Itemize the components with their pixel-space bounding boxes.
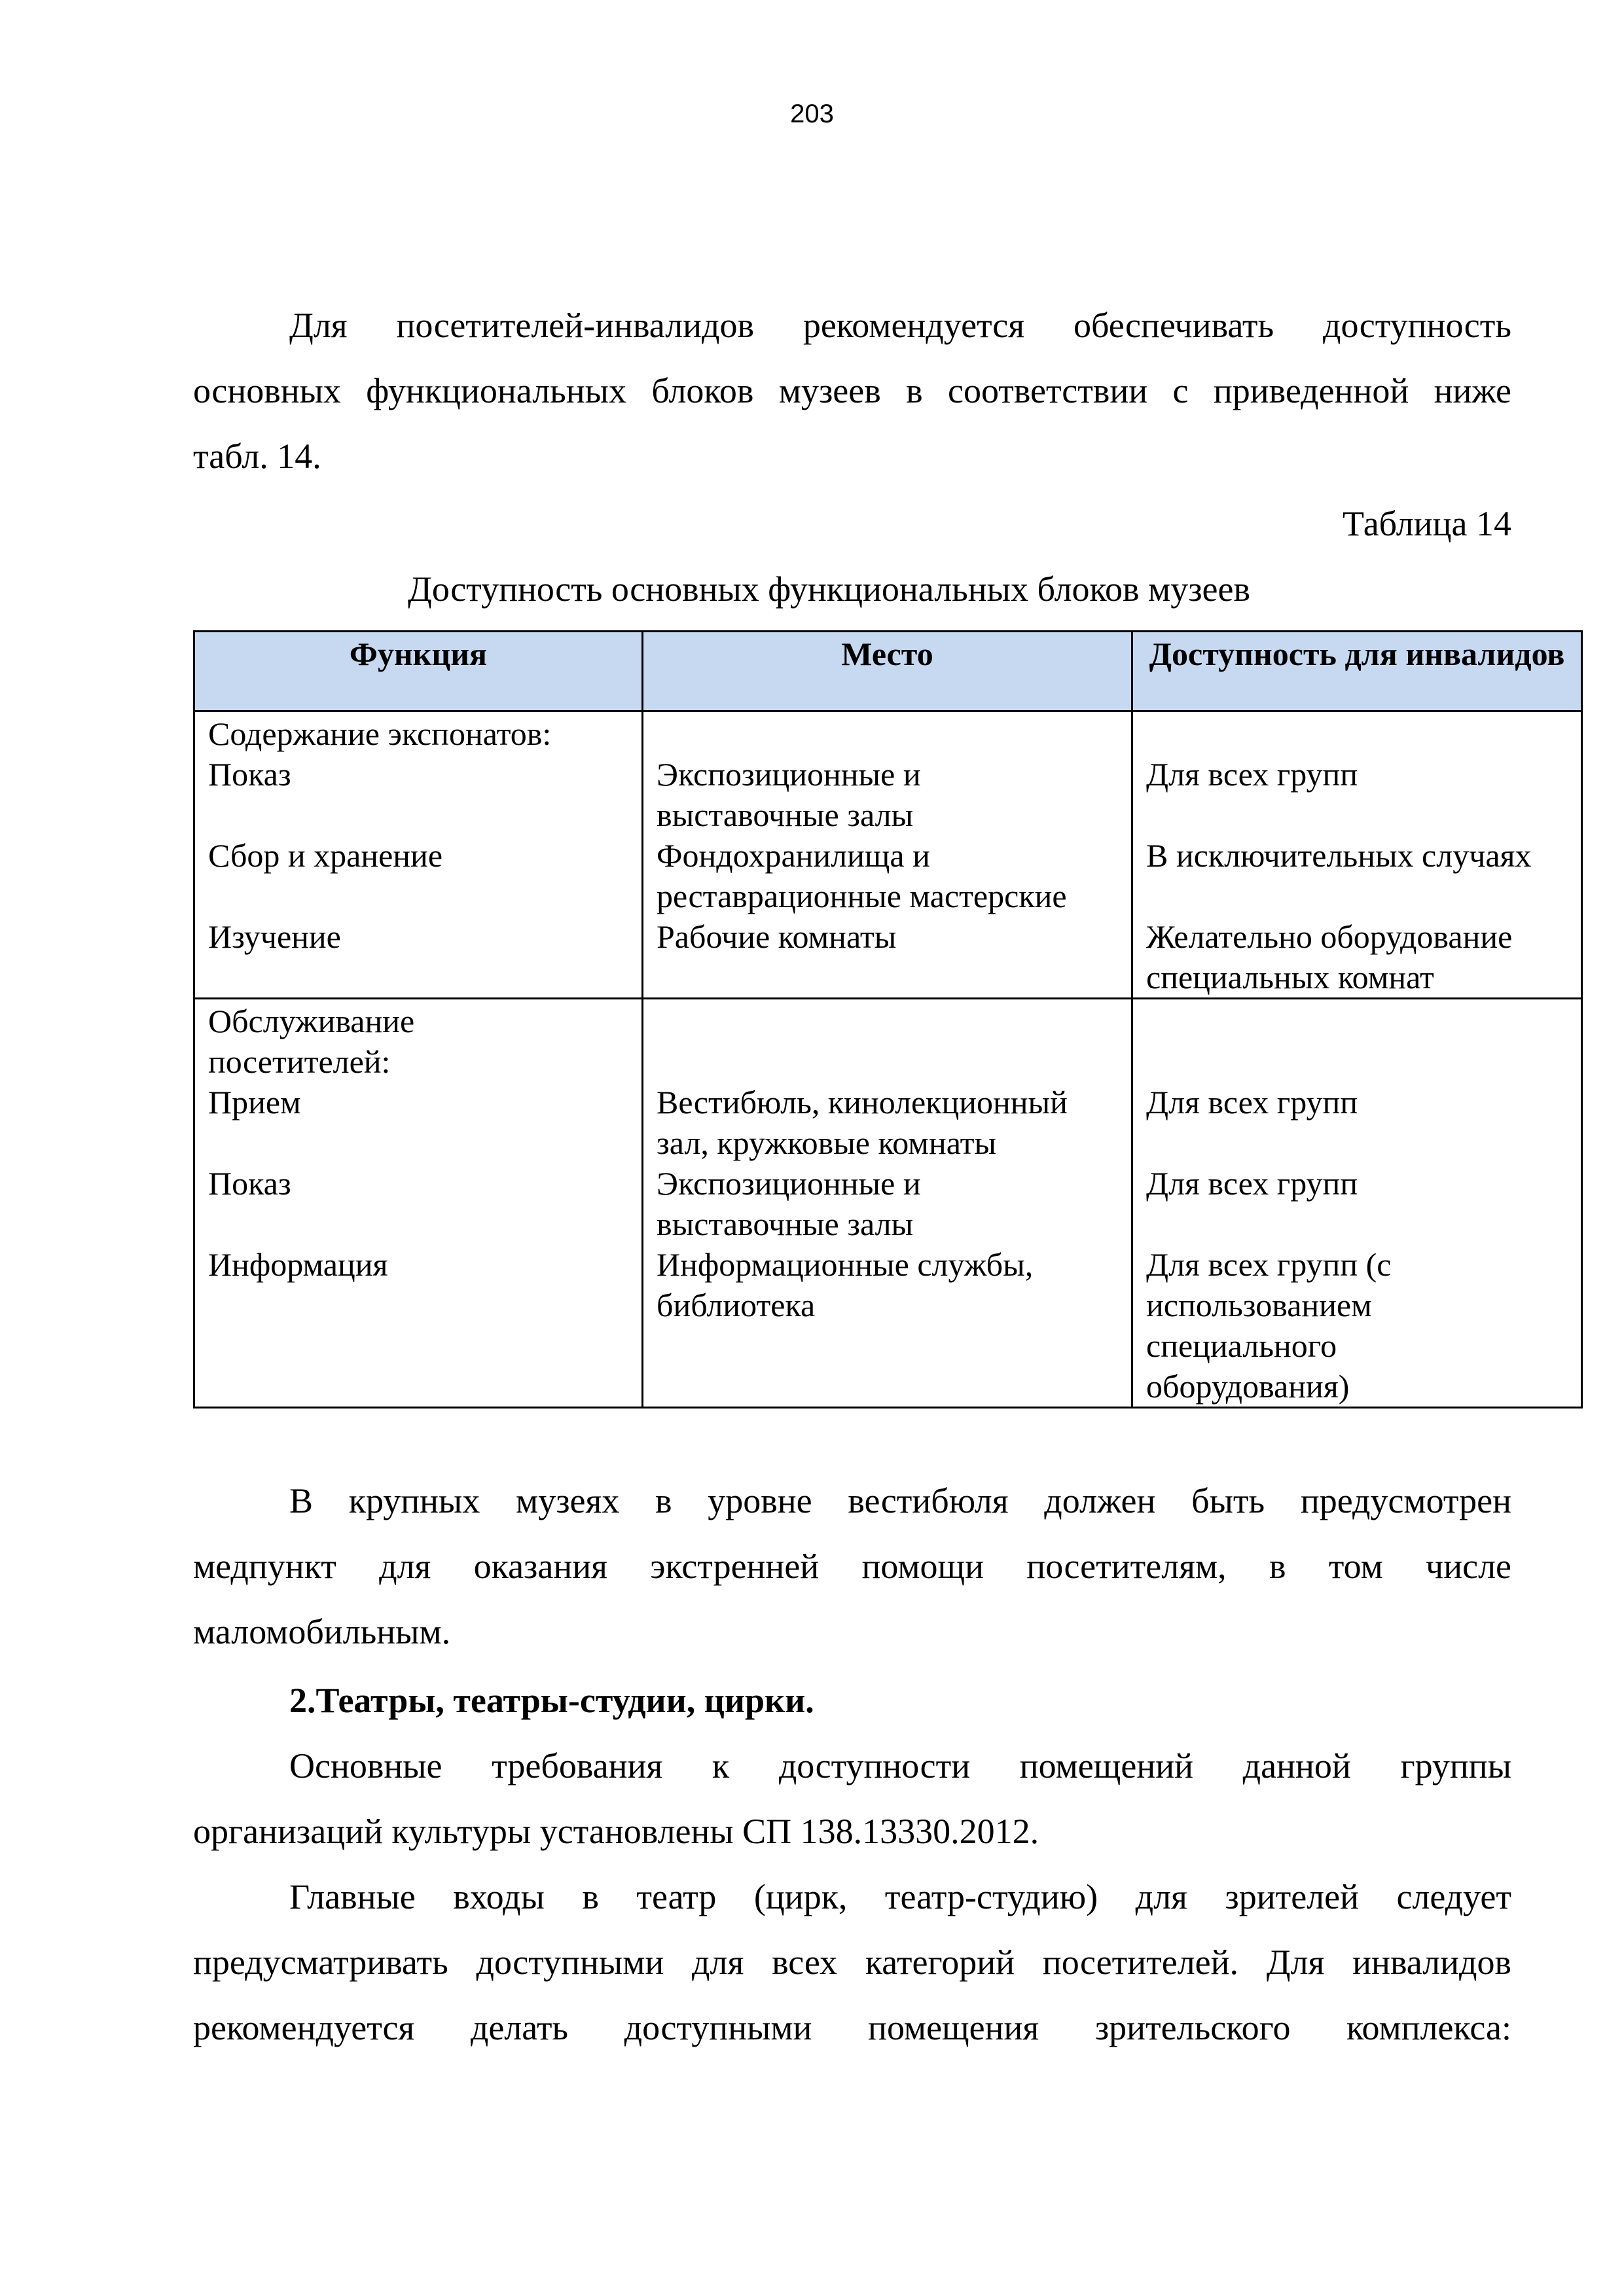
header-place: Место (643, 632, 1132, 711)
group-title: посетителей: (208, 1043, 391, 1080)
section-paragraph-1 (193, 1733, 1511, 1864)
place-item: зал, кружковые комнаты (657, 1124, 997, 1161)
place-item: Фондохранилища и (657, 837, 930, 874)
access-item: специальных комнат (1146, 959, 1434, 996)
access-item: использованием (1146, 1287, 1372, 1323)
place-cell (643, 711, 1132, 999)
section-paragraph-2 (193, 1864, 1511, 2060)
table-caption: Доступность основных функциональных блоков музеев (408, 569, 1250, 609)
access-item: Для всех групп (1146, 1084, 1358, 1121)
intro-line: основных функциональных блоков музеев в соответствии с приведенной ниже (193, 371, 1511, 410)
paragraph-line: предусматривать доступными для всех категорий посетителей. Для инвалидов (193, 1943, 1511, 1982)
function-item: Изучение (208, 918, 341, 955)
place-item: Экспозиционные и (657, 1165, 921, 1202)
intro-paragraph (193, 293, 1511, 489)
function-item: Показ (208, 1165, 291, 1202)
paragraph-line: Главные входы в театр (цирк, театр-студию) для зрителей следует (289, 1877, 1511, 1916)
page-number: 203 (790, 99, 834, 128)
access-item: Для всех групп (с (1146, 1246, 1392, 1283)
access-item: специального (1146, 1327, 1337, 1364)
paragraph-line: Основные требования к доступности помещений данной группы (289, 1746, 1511, 1785)
access-item: Для всех групп (1146, 1165, 1358, 1202)
table-number: Таблица 14 (1343, 504, 1511, 543)
paragraph-line: рекомендуется делать доступными помещения зрительского комплекса: (193, 2008, 1511, 2047)
paragraph-line: организаций культуры установлены СП 138.13330.2012. (193, 1812, 1039, 1851)
access-item: Для всех групп (1146, 756, 1358, 793)
place-item: Информационные службы, (657, 1246, 1034, 1283)
function-cell (194, 711, 643, 999)
place-item: Вестибюль, кинолекционный (657, 1084, 1068, 1121)
paragraph-line: маломобильным. (193, 1612, 451, 1651)
place-item: выставочные залы (657, 797, 914, 833)
place-item: реставрационные мастерские (657, 878, 1067, 914)
access-item: оборудования) (1146, 1368, 1350, 1405)
place-item: выставочные залы (657, 1206, 914, 1242)
intro-line: Для посетителей-инвалидов рекомендуется обеспечивать доступность (289, 306, 1511, 345)
access-cell (1132, 999, 1582, 1408)
place-item: Рабочие комнаты (657, 918, 897, 955)
accessibility-table (193, 630, 1583, 1408)
group-title: Содержание экспонатов: (208, 715, 552, 752)
access-item: В исключительных случаях (1146, 837, 1532, 874)
group-title: Обслуживание (208, 1003, 415, 1039)
function-item: Показ (208, 756, 291, 793)
paragraph-line: В крупных музеях в уровне вестибюля должен быть предусмотрен (289, 1481, 1511, 1520)
table-row (194, 711, 1582, 999)
after-table-paragraph (193, 1468, 1511, 1664)
place-item: Экспозиционные и (657, 756, 921, 793)
header-function: Функция (194, 632, 643, 711)
function-item: Прием (208, 1084, 301, 1121)
function-item: Информация (208, 1246, 388, 1283)
paragraph-line: медпункт для оказания экстренней помощи посетителям, в том числе (193, 1547, 1511, 1586)
section-heading: 2.Театры, театры-студии, цирки. (289, 1681, 814, 1720)
access-item: Желательно оборудование (1146, 918, 1513, 955)
intro-line: табл. 14. (193, 437, 321, 476)
place-item: библиотека (657, 1287, 816, 1323)
table-header-row (194, 632, 1582, 711)
place-cell (643, 999, 1132, 1408)
table-row (194, 999, 1582, 1408)
function-cell (194, 999, 643, 1408)
function-item: Сбор и хранение (208, 837, 443, 874)
access-cell (1132, 711, 1582, 999)
header-access: Доступность для инвалидов (1132, 632, 1582, 711)
